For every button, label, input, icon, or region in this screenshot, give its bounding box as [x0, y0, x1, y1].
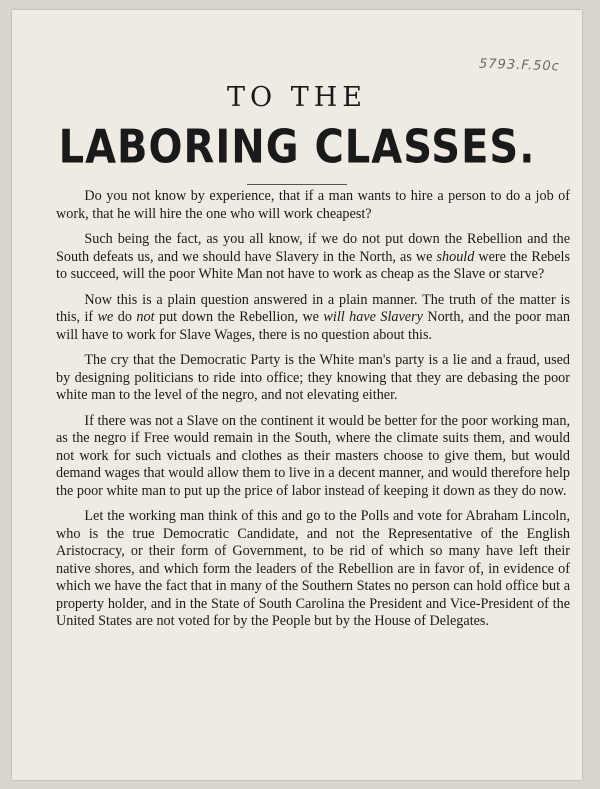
catalog-mark: 5793.F.50c	[478, 56, 561, 75]
body-text	[56, 188, 570, 639]
paragraph-6	[56, 508, 570, 631]
paragraph-3-emphasis-3: will have Slavery	[323, 309, 423, 325]
title-line-1: TO THE	[227, 82, 367, 113]
paragraph-2	[56, 231, 570, 284]
paragraph-3-text-a: Now this is a plain question answered in a plain manner. The truth of the matter is this, if	[56, 291, 570, 325]
title-divider	[247, 184, 347, 185]
paragraph-1	[56, 188, 570, 223]
paragraph-2-text-a: Such being the fact, as you all know, if we do not put down the Rebellion and the South defeats us, and we should have Slavery in the North, as we	[56, 231, 570, 265]
paragraph-6-text: Let the working man think of this and go to the Polls and vote for Abraham Lincoln, who is the true Democratic Candidate, and not the Representative of the English Aristocracy, or their form of Government, to be rid of which so many have left their native shores, and which form the leaders of the Rebellion are in favor of, in evidence of which we have the fact that in many of the Southern States no person can hold office but a property holder, and in the State of South Carolina the President and Vice-President of the United States are not voted for by the People but by the House of Delegates.	[56, 508, 570, 629]
paragraph-1-text: Do you not know by experience, that if a man wants to hire a person to do a job of work, that he will hire the one who will work cheapest?	[56, 188, 570, 222]
title-line-2: LABORING CLASSES.	[58, 121, 536, 174]
paragraph-2-emphasis: should	[436, 248, 475, 265]
paragraph-3-emphasis-1: we	[97, 309, 114, 325]
paragraph-4	[56, 352, 570, 405]
paragraph-3-emphasis-2: not	[136, 309, 155, 325]
paragraph-3-text-d: North, and the poor man will have to work for Slave Wages, there is no question about this.	[56, 309, 570, 343]
paragraph-3-text-b: do	[113, 309, 137, 325]
paragraph-5	[56, 413, 570, 501]
paragraph-5-text: If there was not a Slave on the continent it would be better for the poor working man, as the negro if Free would remain in the South, where the climate suits them, and would not work for such victuals and clothes as their masters choose to give them, but would demand wages that would allow them to live in a decent manner, and would therefore help the poor white man to put up the price of labor instead of keeping it down as they do now.	[56, 412, 570, 499]
paragraph-3	[56, 292, 570, 345]
paragraph-3-text-c: put down the Rebellion, we	[154, 309, 324, 325]
broadside-sheet	[12, 10, 582, 780]
paragraph-4-text: The cry that the Democratic Party is the White man's party is a lie and a fraud, used by designing politicians to ride into office; they knowing that they are debasing the poor white man to the level of the negro, and not elevating either.	[56, 352, 570, 403]
paragraph-2-text-b: were the Rebels to succeed, will the poor White Man not have to work as cheap as the Slave or starve?	[56, 248, 570, 282]
